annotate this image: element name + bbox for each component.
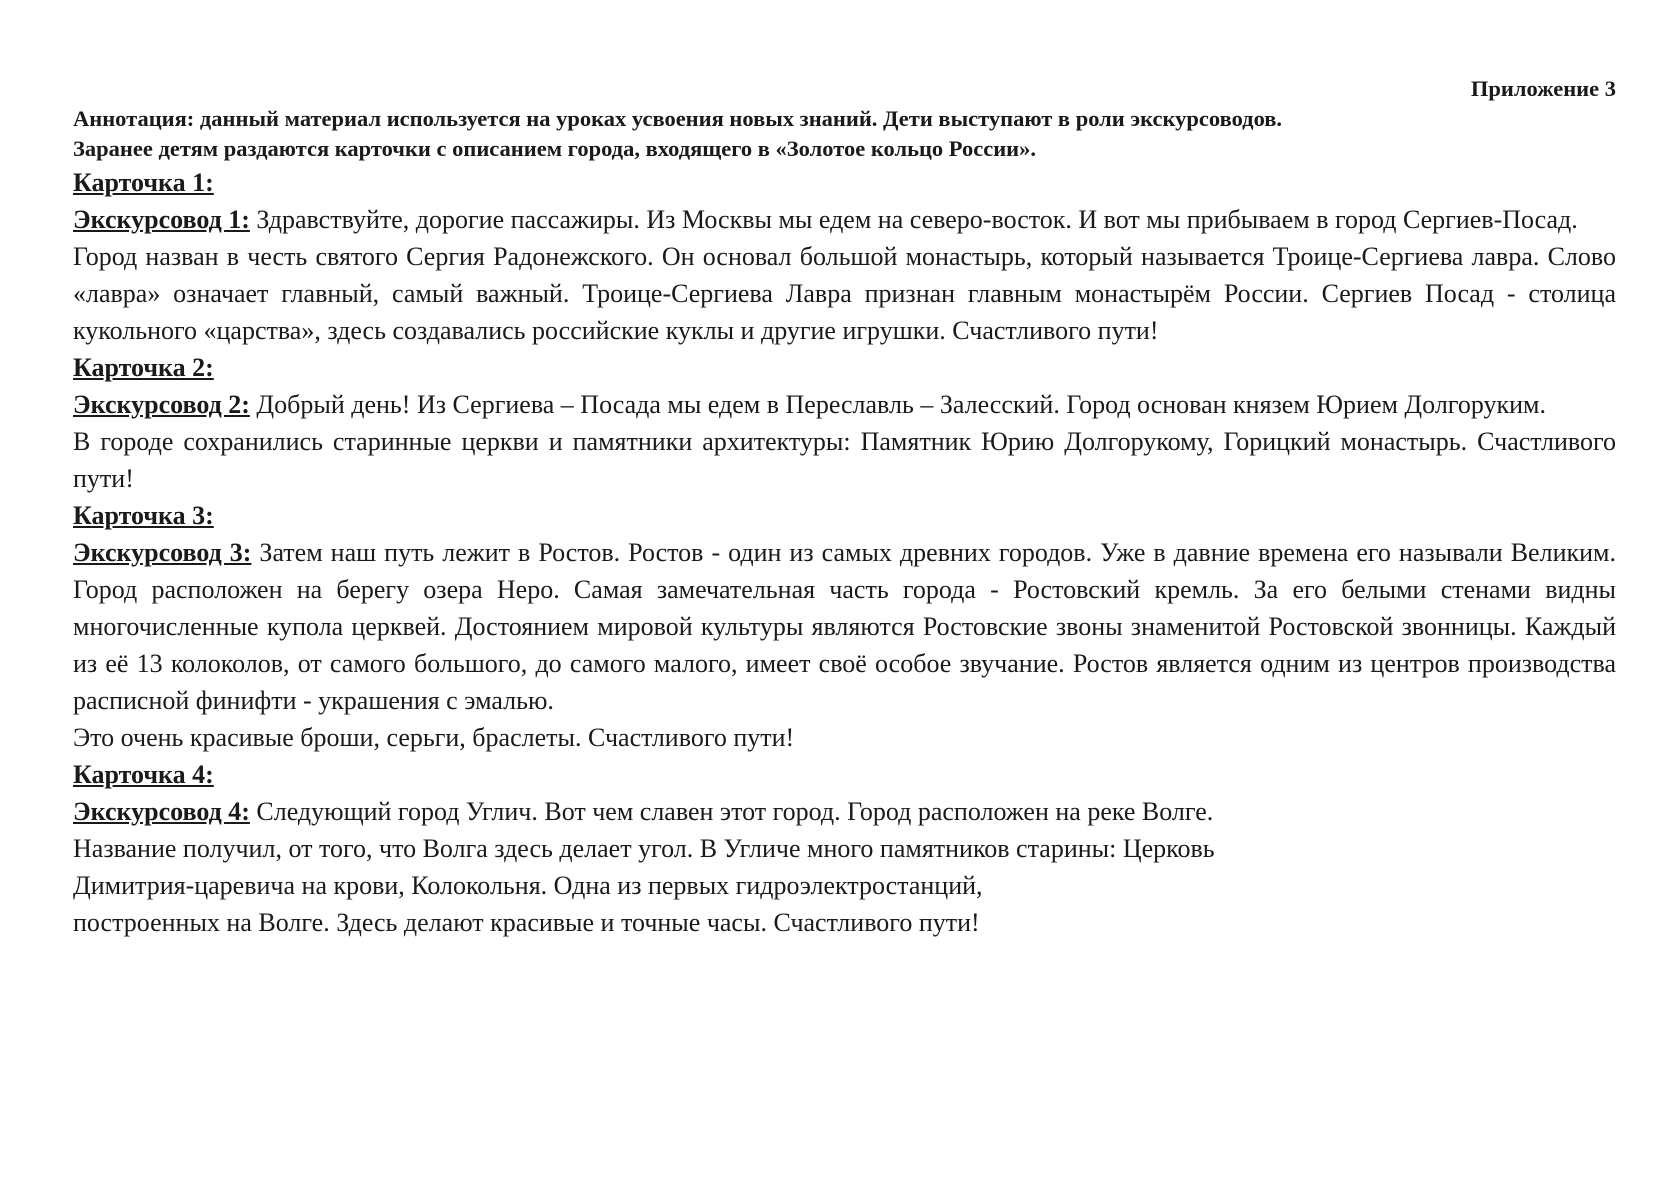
card-4-line-2: Название получил, от того, что Волга здесь делает угол. В Угличе много памятников старины: Церковь — [73, 834, 1215, 863]
appendix-label: Приложение 3 — [1470, 76, 1616, 101]
card-2-guide-label: Экскурсовод 2: — [73, 390, 250, 419]
card-4-guide-label: Экскурсовод 4: — [73, 797, 250, 826]
card-3-text: Это очень красивые броши, серьги, браслеты. Счастливого пути! — [73, 723, 795, 752]
annotation-line-1: Аннотация: данный материал используется на уроках усвоения новых знаний. Дети выступают в роли экскурсоводов. — [73, 106, 1283, 131]
document-page — [73, 74, 1616, 941]
card-1-title: Карточка 1: — [73, 168, 214, 197]
card-1-guide-paragraph — [73, 201, 1616, 238]
card-2-title: Карточка 2: — [73, 353, 214, 382]
card-2-intro: Добрый день! Из Сергиева – Посада мы едем в Переславль – Залесский. Город основан князем Юрием Долгоруким. — [249, 390, 1546, 419]
card-4-line-3: Димитрия-царевича на крови, Колокольня. Одна из первых гидроэлектростанций, — [73, 871, 983, 900]
card-1-text: Город назван в честь святого Сергия Радонежского. Он основал большой монастырь, который называется Троице-Сергиева лавра. Слово «лавра» означает главный, самый важный. Троице-Сергиева Лавра признан главным монастырём России. Сергиев Посад - столица кукольного «царства», здесь создавались российские куклы и другие игрушки. Счастливого пути! — [73, 242, 1616, 345]
card-2-guide-paragraph — [73, 386, 1616, 423]
annotation-line-2: Заранее детям раздаются карточки с описанием города, входящего в «Золотое кольцо России». — [73, 136, 1037, 161]
card-1-guide-label: Экскурсовод 1: — [73, 205, 250, 234]
card-4-line-1 — [73, 793, 1616, 830]
card-4-line-4: построенных на Волге. Здесь делают красивые и точные часы. Счастливого пути! — [73, 908, 980, 937]
card-3-intro: Затем наш путь лежит в Ростов. Ростов - один из самых древних городов. Уже в давние времена его называли Великим. Город расположен на берегу озера Неро. Самая замечательная часть города - Ростовский кремль. За его белыми стенами видны многочисленные купола церквей. Достоянием мировой культуры являются Ростовские звоны знаменитой Ростовской звонницы. Каждый из её 13 колоколов, от самого большого, до самого малого, имеет своё особое звучание. Ростов является одним из центров производства расписной финифти - украшения с эмалью. — [73, 538, 1616, 715]
card-1-intro: Здравствуйте, дорогие пассажиры. Из Москвы мы едем на северо-восток. И вот мы прибываем в город Сергиев-Посад. — [249, 205, 1578, 234]
card-2-text: В городе сохранились старинные церкви и памятники архитектуры: Памятник Юрию Долгорукому, Горицкий монастырь. Счастливого пути! — [73, 427, 1616, 493]
card-3-guide-paragraph — [73, 534, 1616, 719]
card-4-guide-paragraph — [73, 793, 1616, 941]
card-3-guide-label: Экскурсовод 3: — [73, 538, 252, 567]
card-4-intro: Следующий город Углич. Вот чем славен этот город. Город расположен на реке Волге. — [249, 797, 1214, 826]
card-3-title: Карточка 3: — [73, 501, 214, 530]
card-4-title: Карточка 4: — [73, 760, 214, 789]
